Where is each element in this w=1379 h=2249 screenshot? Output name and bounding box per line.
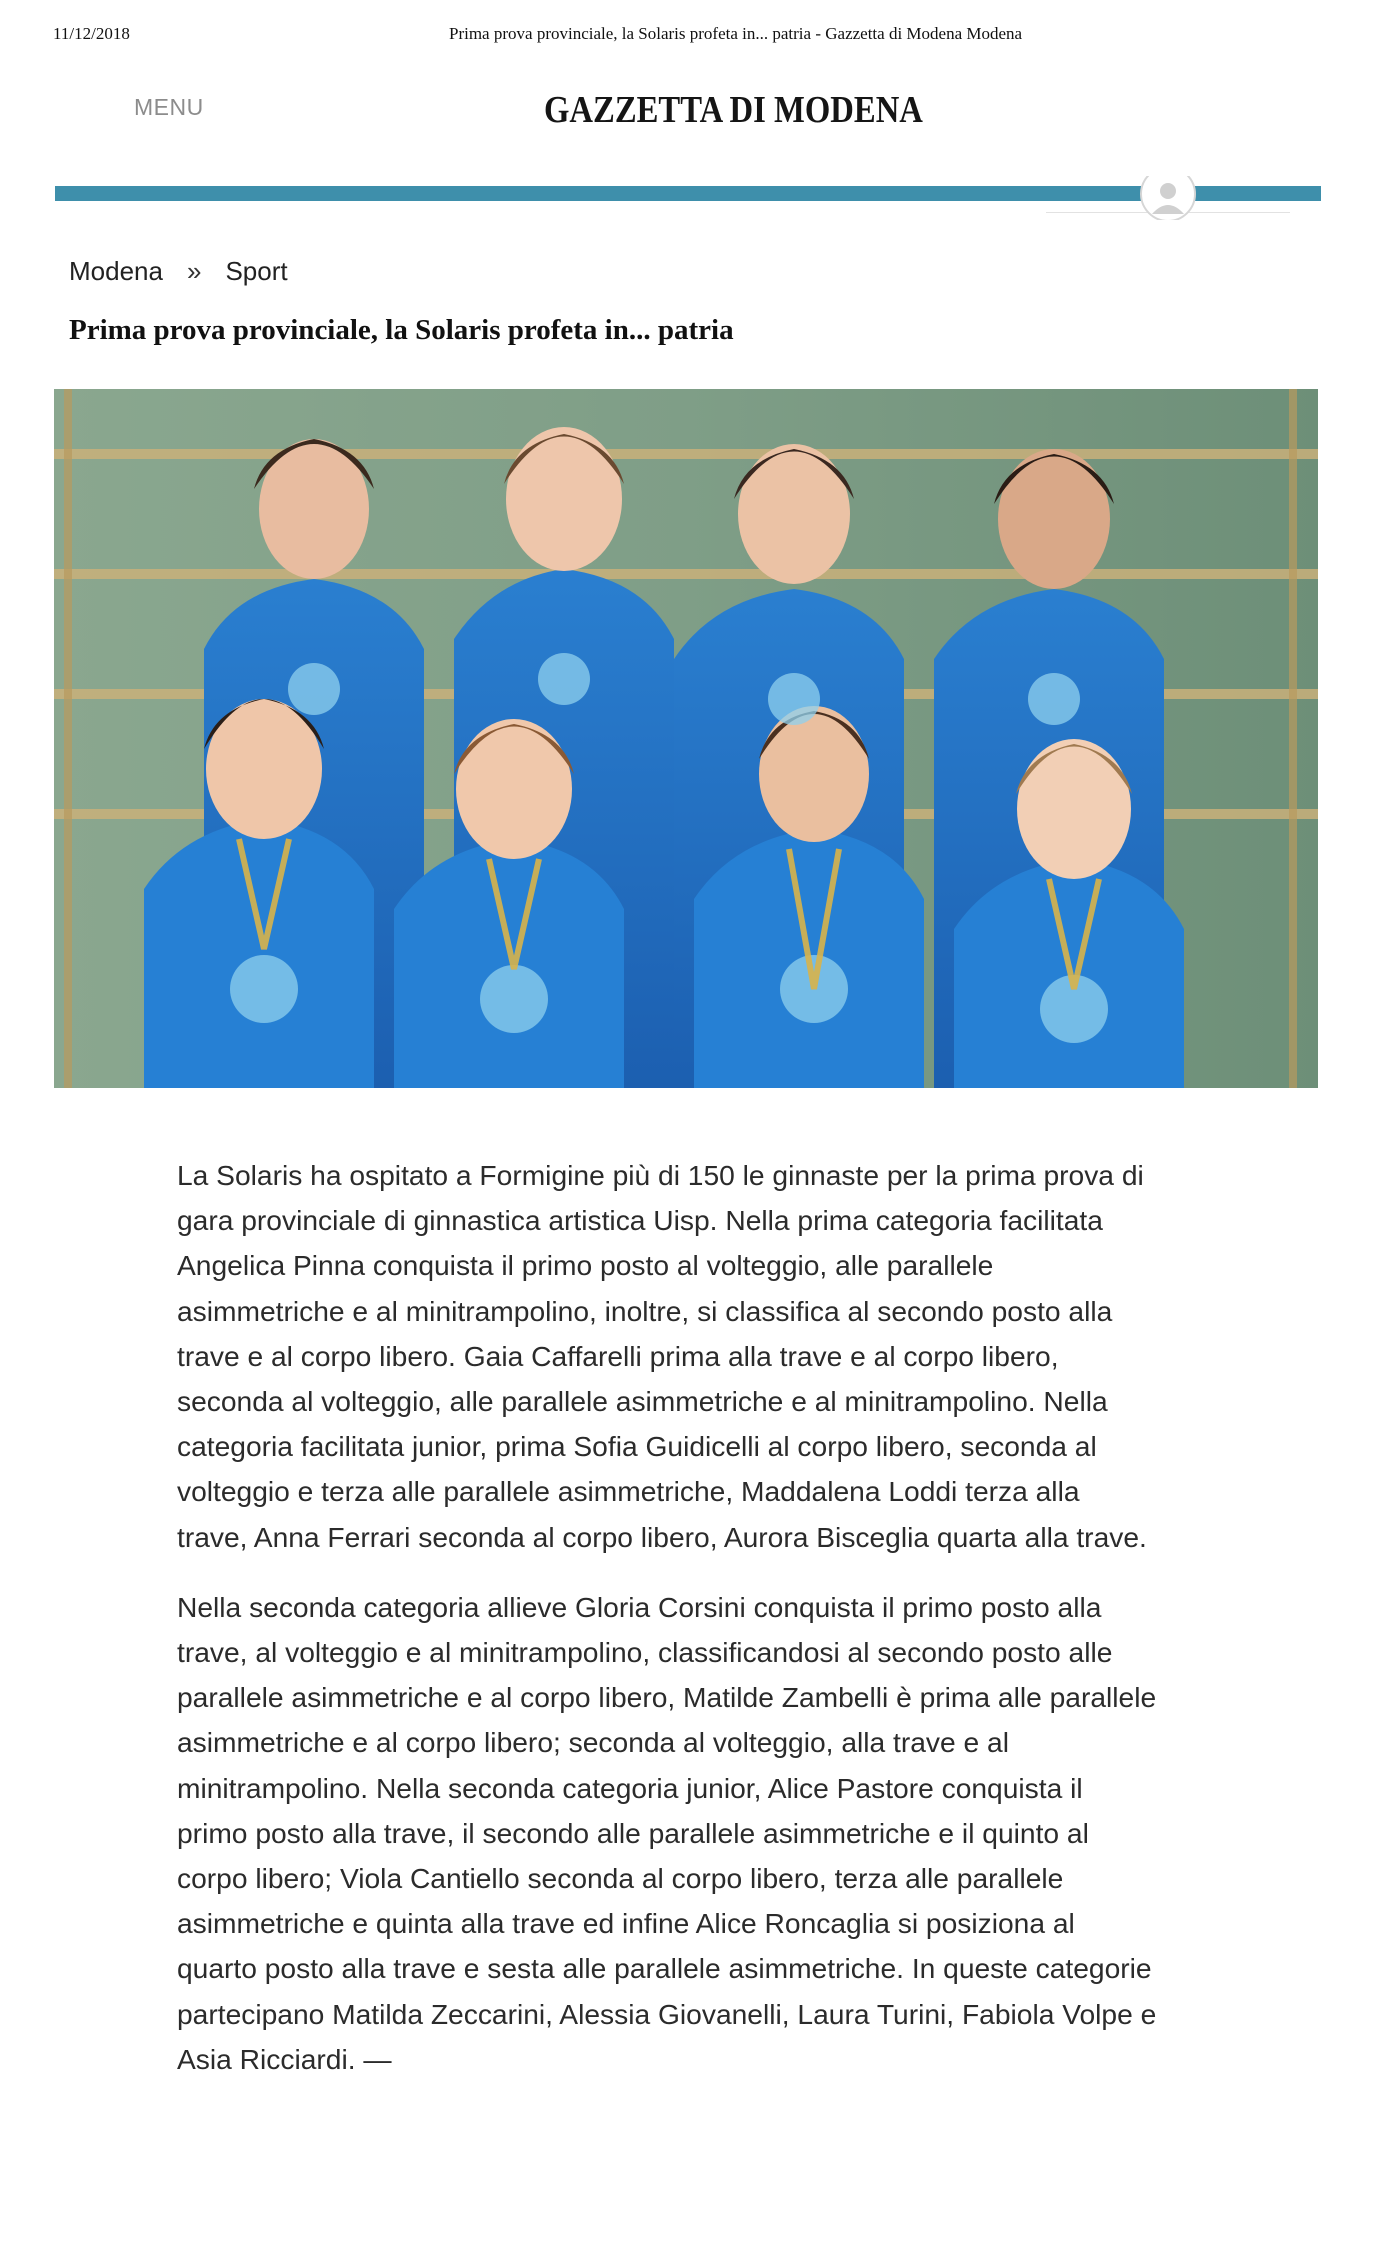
breadcrumb-item-modena[interactable]: Modena [69,256,163,286]
print-page-title: Prima prova provinciale, la Solaris profeta in... patria - Gazzetta di Modena Modena [449,24,1023,43]
print-header [0,24,1379,48]
user-account-icon[interactable] [1140,176,1196,220]
article-photo [54,389,1318,1088]
article-paragraph: La Solaris ha ospitato a Formigine più di 150 le ginnaste per la prima prova di gara provinciale di ginnastica artistica Uisp. Nella prima categoria facilitata Angelica Pinna conquista il primo posto al volteggio, alle parallele asimmetriche e al minitrampolino, inoltre, si classifica al secondo posto alla trave e al corpo libero. Gaia Caffarelli prima alla trave e al corpo libero, seconda al volteggio, alle parallele asimmetriche e al minitrampolino. Nella categoria facilitata junior, prima Sofia Guidicelli al corpo libero, seconda al volteggio e terza alle parallele asimmetriche, Maddalena Loddi terza alla trave, Anna Ferrari seconda al corpo libero, Aurora Bisceglia quarta alla trave. [177,1159,1147,1553]
article-title: Prima prova provinciale, la Solaris profeta in... patria [69,314,734,346]
breadcrumb [69,256,288,287]
print-date: 11/12/2018 [53,24,130,43]
breadcrumb-separator: » [186,256,202,286]
article-paragraph: Nella seconda categoria allieve Gloria Corsini conquista il primo posto alla trave, al volteggio e al minitrampolino, classificandosi al secondo posto alle parallele asimmetriche e al corpo libero, Matilde Zambelli è prima alle parallele asimmetriche e al corpo libero; seconda al volteggio, alla trave e al minitrampolino. Nella seconda categoria junior, Alice Pastore conquista il primo posto alla trave, il secondo alle parallele asimmetriche e il quinto al corpo libero; Viola Cantiello seconda al corpo libero, terza alle parallele asimmetriche e quinta alla trave ed infine Alice Roncaglia si posiziona al quarto posto alla trave e sesta alle parallele asimmetriche. In queste categorie partecipano Matilda Zeccarini, Alessia Giovanelli, Laura Turini, Fabiola Volpe e Asia Ricciardi. — [177,1590,1157,2075]
header-accent-bar [55,186,1321,201]
article-body [177,1153,1157,2107]
breadcrumb-item-sport[interactable]: Sport [225,256,288,286]
site-logo[interactable]: GAZZETTA DI MODENA [544,89,923,131]
menu-button[interactable]: MENU [134,94,204,120]
